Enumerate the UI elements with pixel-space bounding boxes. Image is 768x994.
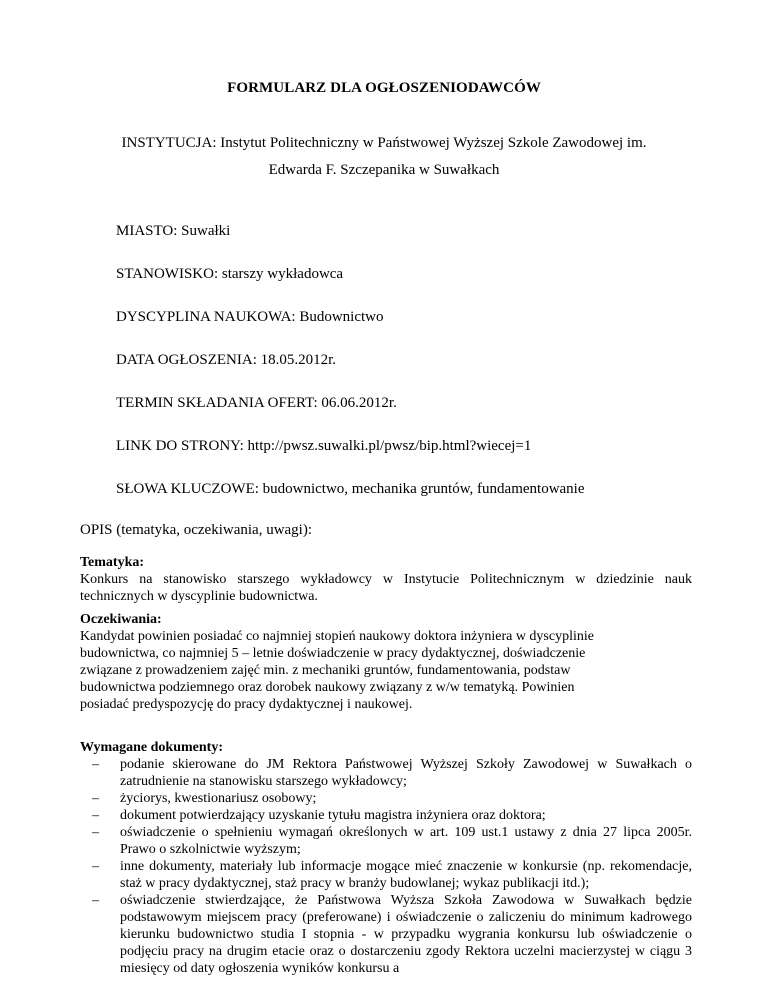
- deadline-field: TERMIN SKŁADANIA OFERT: 06.06.2012r.: [116, 395, 397, 411]
- position-field: STANOWISKO: starszy wykładowca: [116, 266, 344, 282]
- list-item: [80, 824, 692, 858]
- list-item: [80, 790, 692, 807]
- dash-bullet: –: [92, 893, 99, 908]
- dokumenty-section: [80, 739, 692, 977]
- oczekiwania-line: związane z prowadzeniem zajęć min. z mechaniki gruntów, fundamentowania, podstaw: [80, 663, 571, 678]
- dash-bullet: –: [92, 808, 99, 823]
- oczekiwania-line: posiadać predyspozycję do pracy dydaktycznej i naukowej.: [80, 697, 413, 712]
- list-item-text: podanie skierowane do JM Rektora Państwowej Wyższej Szkoły Zawodowej w Suwałkach o zatrudnienie na stanowisku starszego wykładowcy;: [120, 757, 692, 789]
- oczekiwania-heading: Oczekiwania:: [80, 612, 162, 627]
- dash-bullet: –: [92, 757, 99, 772]
- tematyka-heading: Tematyka:: [80, 555, 145, 570]
- list-item-text: oświadczenie o spełnieniu wymagań określonych w art. 109 ust.1 ustawy z dnia 27 lipca 2005r. Prawo o szkolnictwie wyższym;: [120, 825, 692, 857]
- list-item-text: dokument potwierdzający uzyskanie tytułu magistra inżyniera oraz doktora;: [120, 808, 546, 823]
- tematyka-text: Konkurs na stanowisko starszego wykładowcy w Instytucie Politechnicznym w dziedzinie nauk technicznych w dyscyplinie budownictwa.: [80, 572, 692, 604]
- institution-block: [110, 130, 658, 184]
- list-item-text: oświadczenie stwierdzające, że Państwowa Wyższa Szkoła Zawodowa w Suwałkach będzie podstawowym miejscem pracy (preferowane) i oświadczenie o zaliczeniu do minimum kadrowego kierunku budownictwo studia I stopnia - w przypadku wygrania konkursu lub oświadczenie o podjęciu pracy na drugim etacie oraz o dostarczeniu zgody Rektora uczelni macierzystej w ciągu 3 miesięcy od daty ogłoszenia wyników konkursu a: [120, 893, 692, 976]
- dokumenty-heading: Wymagane dokumenty:: [80, 740, 223, 755]
- institution-line-1: INSTYTUCJA: Instytut Politechniczny w Państwowej Wyższej Szkole Zawodowej im.: [121, 135, 647, 151]
- list-item-text: życiorys, kwestionariusz osobowy;: [120, 791, 317, 806]
- keywords-field: SŁOWA KLUCZOWE: budownictwo, mechanika gruntów, fundamentowanie: [116, 481, 585, 497]
- list-item: [80, 807, 692, 824]
- dokumenty-list: [80, 756, 692, 977]
- dash-bullet: –: [92, 825, 99, 840]
- dash-bullet: –: [92, 859, 99, 874]
- city-field: MIASTO: Suwałki: [116, 223, 231, 239]
- form-title: FORMULARZ DLA OGŁOSZENIODAWCÓW: [227, 80, 541, 96]
- tematyka-section: [80, 554, 692, 605]
- date-field: DATA OGŁOSZENIA: 18.05.2012r.: [116, 352, 337, 368]
- list-item: [80, 892, 692, 977]
- oczekiwania-line: Kandydat powinien posiadać co najmniej stopień naukowy doktora inżyniera w dyscyplinie: [80, 629, 594, 644]
- list-item: [80, 858, 692, 892]
- oczekiwania-line: budownictwa, co najmniej 5 – letnie doświadczenie w pracy dydaktycznej, doświadczenie: [80, 646, 586, 661]
- opis-label: OPIS (tematyka, oczekiwania, uwagi):: [80, 522, 313, 538]
- discipline-field: DYSCYPLINA NAUKOWA: Budownictwo: [116, 309, 384, 325]
- oczekiwania-line: budownictwa podziemnego oraz dorobek naukowy związany z w/w tematyką. Powinien: [80, 680, 575, 695]
- dash-bullet: –: [92, 791, 99, 806]
- list-item: [80, 756, 692, 790]
- link-field: LINK DO STRONY: http://pwsz.suwalki.pl/pwsz/bip.html?wiecej=1: [116, 438, 532, 454]
- oczekiwania-section: [80, 611, 692, 713]
- list-item-text: inne dokumenty, materiały lub informacje mogące mieć znaczenie w konkursie (np. rekomendacje, staż w pracy dydaktycznej, staż pracy w branży budowlanej; wykaz publikacji itd.);: [120, 859, 692, 891]
- institution-line-2: Edwarda F. Szczepanika w Suwałkach: [268, 162, 500, 178]
